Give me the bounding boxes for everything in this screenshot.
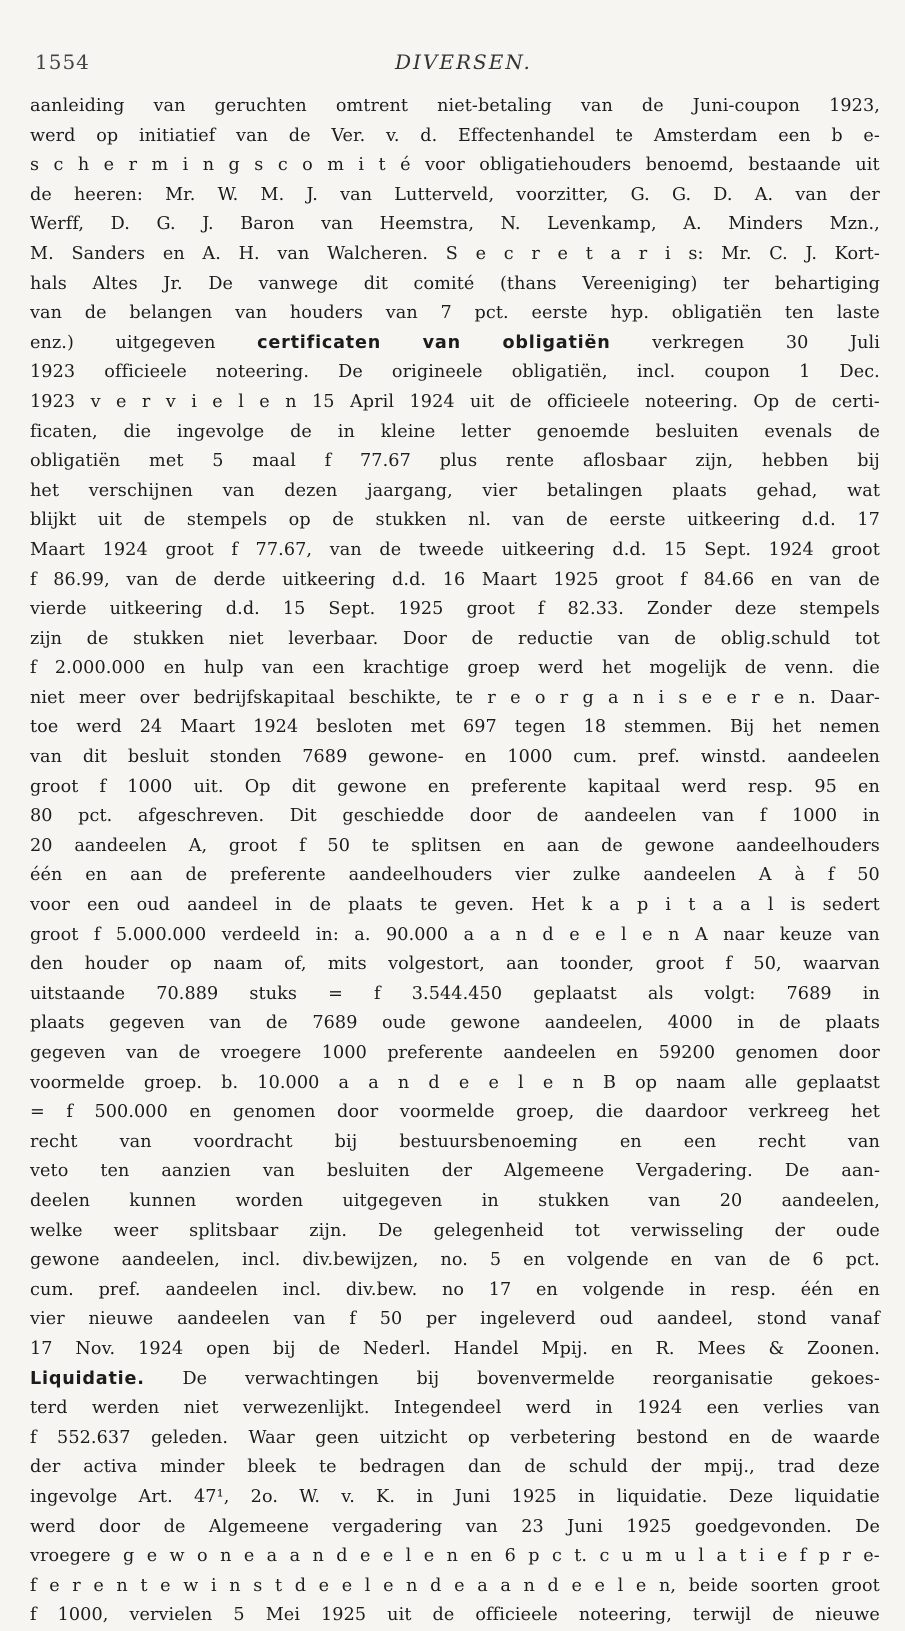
text-line: aanleiding van geruchten omtrent niet-betaling van de Juni-coupon 1923, — [30, 96, 880, 116]
running-title: DIVERSEN. — [395, 50, 532, 74]
text-line: hals Altes Jr. De vanwege dit comité (thans Vereeniging) ter behartiging — [30, 273, 880, 294]
text-line: Werff, D. G. J. Baron van Heemstra, N. Levenkamp, A. Minders Mzn., — [30, 214, 880, 235]
text-line: blijkt uit de stempels op de stukken nl. van de eerste uitkeering d.d. 17 — [30, 510, 880, 531]
text-line: één en aan de preferente aandeelhouders vier zulke aandeelen A à f 50 — [30, 865, 880, 886]
text-line: cum. pref. aandeelen incl. div.bew. no 17 en volgende in resp. één en — [30, 1279, 880, 1300]
text-line: gegeven van de vroegere 1000 preferente aandeelen en 59200 genomen door — [30, 1043, 880, 1063]
text-line: M. Sanders en A. H. van Walcheren. S e c r e t a r i s: Mr. C. J. Kort- — [30, 243, 880, 264]
text-line: voor een oud aandeel in de plaats te geven. Het k a p i t a a l is sedert — [30, 895, 880, 916]
text-line: van dit besluit stonden 7689 gewone- en 1000 cum. pref. winstd. aandeelen — [30, 747, 880, 768]
text-line: 80 pct. afgeschreven. Dit geschiedde door de aandeelen van f 1000 in — [30, 806, 880, 827]
text-line: groot f 5.000.000 verdeeld in: a. 90.000 a a n d e e l e n A naar keuze van — [30, 924, 880, 945]
text-line: vierde uitkeering d.d. 15 Sept. 1925 groot f 82.33. Zonder deze stempels — [30, 599, 880, 620]
text-line: Liquidatie. De verwachtingen bij bovenvermelde reorganisatie gekoes- — [30, 1368, 880, 1389]
text-line: het verschijnen van dezen jaargang, vier betalingen plaats gehad, wat — [30, 480, 880, 501]
text-line: = f 500.000 en genomen door voormelde groep, die daardoor verkreeg het — [30, 1102, 880, 1123]
text-line: gewone aandeelen, incl. div.bewijzen, no. 5 en volgende en van de 6 pct. — [30, 1250, 880, 1271]
text-line: deelen kunnen worden uitgegeven in stukken van 20 aandeelen, — [30, 1190, 880, 1211]
text-line: 17 Nov. 1924 open bij de Nederl. Handel Mpij. en R. Mees & Zoonen. — [30, 1338, 880, 1359]
text-line: vier nieuwe aandeelen van f 50 per ingeleverd oud aandeel, stond vanaf — [30, 1309, 880, 1330]
text-line: plaats gegeven van de 7689 oude gewone aandeelen, 4000 in de plaats — [30, 1013, 880, 1034]
text-line: terd werden niet verwezenlijkt. Integendeel werd in 1924 een verlies van — [30, 1398, 880, 1419]
text-line: ficaten, die ingevolge de in kleine letter genoemde besluiten evenals de — [30, 421, 880, 442]
text-line: f e r e n t e w i n s t d e e l e n d e a a n d e e l e n, beide soorten groot — [30, 1575, 880, 1596]
text-line: vroegere g e w o n e a a n d e e l e n en 6 p c t. c u m u l a t i e f p r e- — [30, 1546, 880, 1567]
text-line: veto ten aanzien van besluiten der Algemeene Vergadering. De aan- — [30, 1161, 880, 1182]
text-line: voormelde groep. b. 10.000 a a n d e e l e n B op naam alle geplaatst — [30, 1072, 880, 1093]
text-line: de heeren: Mr. W. M. J. van Lutterveld, voorzitter, G. G. D. A. van der — [30, 184, 880, 205]
text-line: werd door de Algemeene vergadering van 23 Juni 1925 goedgevonden. De — [30, 1516, 880, 1537]
text-line: enz.) uitgegeven certificaten van obligatiën verkregen 30 Juli — [30, 332, 880, 353]
text-line: zijn de stukken niet leverbaar. Door de reductie van de oblig.schuld tot — [30, 628, 880, 649]
text-line: uitstaande 70.889 stuks = f 3.544.450 geplaatst als volgt: 7689 in — [30, 983, 880, 1004]
body-text — [30, 92, 880, 1631]
text-line: 1923 officieele noteering. De origineele obligatiën, incl. coupon 1 Dec. — [30, 362, 880, 383]
text-line: den houder op naam of, mits volgestort, aan toonder, groot f 50, waarvan — [30, 954, 880, 975]
text-line: der activa minder bleek te bedragen dan de schuld der mpij., trad deze — [30, 1457, 880, 1478]
text-line: f 2.000.000 en hulp van een krachtige groep werd het mogelijk de venn. die — [30, 658, 880, 679]
text-line: s c h e r m i n g s c o m i t é voor obligatiehouders benoemd, bestaande uit — [30, 155, 880, 176]
text-line: welke weer splitsbaar zijn. De gelegenheid tot verwisseling der oude — [30, 1220, 880, 1241]
text-line: f 1000, vervielen 5 Mei 1925 uit de officieele noteering, terwijl de nieuwe — [30, 1605, 880, 1626]
text-line: Maart 1924 groot f 77.67, van de tweede uitkeering d.d. 15 Sept. 1924 groot — [30, 539, 880, 560]
page-number: 1554 — [35, 50, 90, 74]
text-line: 1923 v e r v i e l e n 15 April 1924 uit de officieele noteering. Op de certi- — [30, 391, 880, 412]
text-line: recht van voordracht bij bestuursbenoeming en een recht van — [30, 1131, 880, 1152]
text-line: f 86.99, van de derde uitkeering d.d. 16 Maart 1925 groot f 84.66 en van de — [30, 569, 880, 590]
text-line: f 552.637 geleden. Waar geen uitzicht op verbetering bestond en de waarde — [30, 1427, 880, 1448]
text-line: obligatiën met 5 maal f 77.67 plus rente aflosbaar zijn, hebben bij — [30, 451, 880, 472]
text-line: groot f 1000 uit. Op dit gewone en preferente kapitaal werd resp. 95 en — [30, 776, 880, 797]
text-line: 20 aandeelen A, groot f 50 te splitsen en aan de gewone aandeelhouders — [30, 835, 880, 856]
text-line: niet meer over bedrijfskapitaal beschikte, te r e o r g a n i s e e r e n. Daar- — [30, 687, 880, 708]
text-line: toe werd 24 Maart 1924 besloten met 697 tegen 18 stemmen. Bij het nemen — [30, 717, 880, 738]
text-line: van de belangen van houders van 7 pct. eerste hyp. obligatiën ten laste — [30, 303, 880, 324]
text-line: werd op initiatief van de Ver. v. d. Effectenhandel te Amsterdam een b e- — [30, 125, 880, 146]
page-header — [35, 50, 875, 82]
text-line: ingevolge Art. 47¹, 2o. W. v. K. in Juni 1925 in liquidatie. Deze liquidatie — [30, 1486, 880, 1507]
